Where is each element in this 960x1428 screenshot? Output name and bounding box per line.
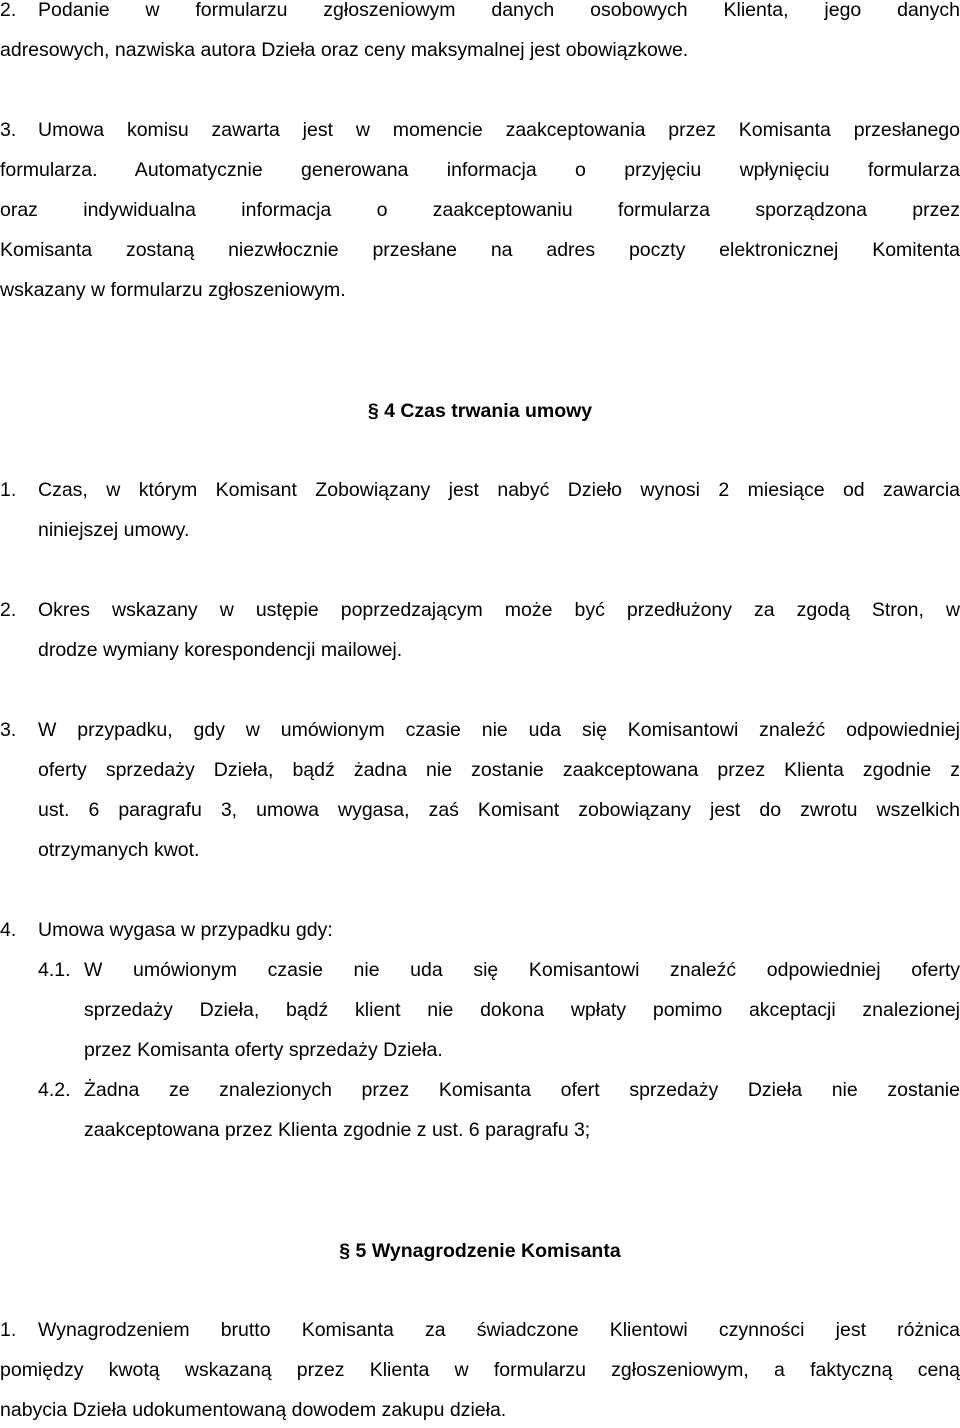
- section-4-item-2-line-2: [0, 637, 960, 663]
- section-4-item-3-line-4: [0, 837, 960, 863]
- paragraph-text-line: Żadna ze znalezionych przez Komisanta ofert sprzedaży Dzieła nie zostanie: [84, 1079, 960, 1101]
- paragraph-number: 2.: [0, 599, 17, 621]
- paragraph-text-line: W przypadku, gdy w umówionym czasie nie uda się Komisantowi znaleźć odpowiedniej: [38, 719, 960, 741]
- paragraph-3-line-4: [0, 237, 960, 263]
- paragraph-number: 1.: [0, 1319, 17, 1341]
- paragraph-text-line: oraz indywidualna informacja o zaakceptowaniu formularza sporządzona przez: [0, 199, 960, 221]
- section-heading: § 4 Czas trwania umowy: [367, 400, 593, 422]
- paragraph-number: 2.: [0, 0, 17, 21]
- paragraph-number: 1.: [0, 479, 17, 501]
- paragraph-text-line: Wynagrodzeniem brutto Komisanta za świadczone Klientowi czynności jest różnica: [38, 1319, 960, 1341]
- paragraph-text-line: drodze wymiany korespondencji mailowej.: [38, 639, 403, 661]
- paragraph-3: [0, 117, 960, 143]
- paragraph-2: [0, 0, 960, 23]
- paragraph-text-line: W umówionym czasie nie uda się Komisantowi znaleźć odpowiedniej oferty: [84, 959, 960, 981]
- paragraph-text-line: Komisanta zostaną niezwłocznie przesłane na adres poczty elektronicznej Komitenta: [0, 239, 960, 261]
- section-4-item-3-line-3: [0, 797, 960, 823]
- section-4-item-3: [0, 717, 960, 743]
- section-heading: § 5 Wynagrodzenie Komisanta: [339, 1240, 621, 1262]
- section-5-item-1-line-3: [0, 1397, 960, 1423]
- section-5-item-1: [0, 1317, 960, 1343]
- paragraph-number: 3.: [0, 719, 17, 741]
- subparagraph-number: 4.2.: [38, 1079, 71, 1101]
- section-4-item-1: [0, 477, 960, 503]
- paragraph-number: 3.: [0, 119, 17, 141]
- section-5-item-1-line-2: [0, 1357, 960, 1383]
- paragraph-text-line: sprzedaży Dzieła, bądź klient nie dokona wpłaty pomimo akceptacji znalezionej: [84, 999, 960, 1021]
- section-4-subitem-1-line-3: [0, 1037, 960, 1063]
- paragraph-3-line-5: [0, 277, 960, 303]
- paragraph-text-line: przez Komisanta oferty sprzedaży Dzieła.: [84, 1039, 443, 1061]
- paragraph-number: 4.: [0, 919, 17, 941]
- paragraph-text-line: Umowa komisu zawarta jest w momencie zaakceptowania przez Komisanta przesłanego: [38, 119, 960, 141]
- paragraph-3-line-2: [0, 157, 960, 183]
- paragraph-text-line: zaakceptowana przez Klienta zgodnie z ust. 6 paragrafu 3;: [84, 1119, 591, 1141]
- section-4-subitem-2: [0, 1077, 960, 1103]
- section-4-item-4: [0, 917, 960, 943]
- paragraph-text-line: ust. 6 paragrafu 3, umowa wygasa, zaś Komisant zobowiązany jest do zwrotu wszelkich: [38, 799, 960, 821]
- paragraph-text-line: Okres wskazany w ustępie poprzedzającym może być przedłużony za zgodą Stron, w: [38, 599, 960, 621]
- section-4-item-3-line-2: [0, 757, 960, 783]
- paragraph-text-line: nabycia Dzieła udokumentowaną dowodem zakupu dzieła.: [0, 1399, 507, 1421]
- section-4-item-1-line-2: [0, 517, 960, 543]
- paragraph-text-line: niniejszej umowy.: [38, 519, 190, 541]
- paragraph-3-line-3: [0, 197, 960, 223]
- section-4-subitem-1: [0, 957, 960, 983]
- paragraph-text-line: pomiędzy kwotą wskazaną przez Klienta w formularzu zgłoszeniowym, a faktyczną ceną: [0, 1359, 960, 1381]
- section-4-item-2: [0, 597, 960, 623]
- paragraph-text-line: Podanie w formularzu zgłoszeniowym danych osobowych Klienta, jego danych: [38, 0, 960, 21]
- paragraph-2-line-2: [0, 37, 960, 63]
- paragraph-text-line: Czas, w którym Komisant Zobowiązany jest nabyć Dzieło wynosi 2 miesiące od zawarcia: [38, 479, 960, 501]
- paragraph-text-line: Umowa wygasa w przypadku gdy:: [38, 919, 333, 941]
- paragraph-text-line: otrzymanych kwot.: [38, 839, 200, 861]
- paragraph-text-line: wskazany w formularzu zgłoszeniowym.: [0, 279, 346, 301]
- subparagraph-number: 4.1.: [38, 959, 71, 981]
- paragraph-text-line: oferty sprzedaży Dzieła, bądź żadna nie zostanie zaakceptowana przez Klienta zgodnie z: [38, 759, 960, 781]
- section-4-subitem-2-line-2: [0, 1117, 960, 1143]
- paragraph-text-line: adresowych, nazwiska autora Dzieła oraz ceny maksymalnej jest obowiązkowe.: [0, 39, 689, 61]
- paragraph-text-line: formularza. Automatycznie generowana informacja o przyjęciu wpłynięciu formularza: [0, 159, 960, 181]
- section-4-subitem-1-line-2: [0, 997, 960, 1023]
